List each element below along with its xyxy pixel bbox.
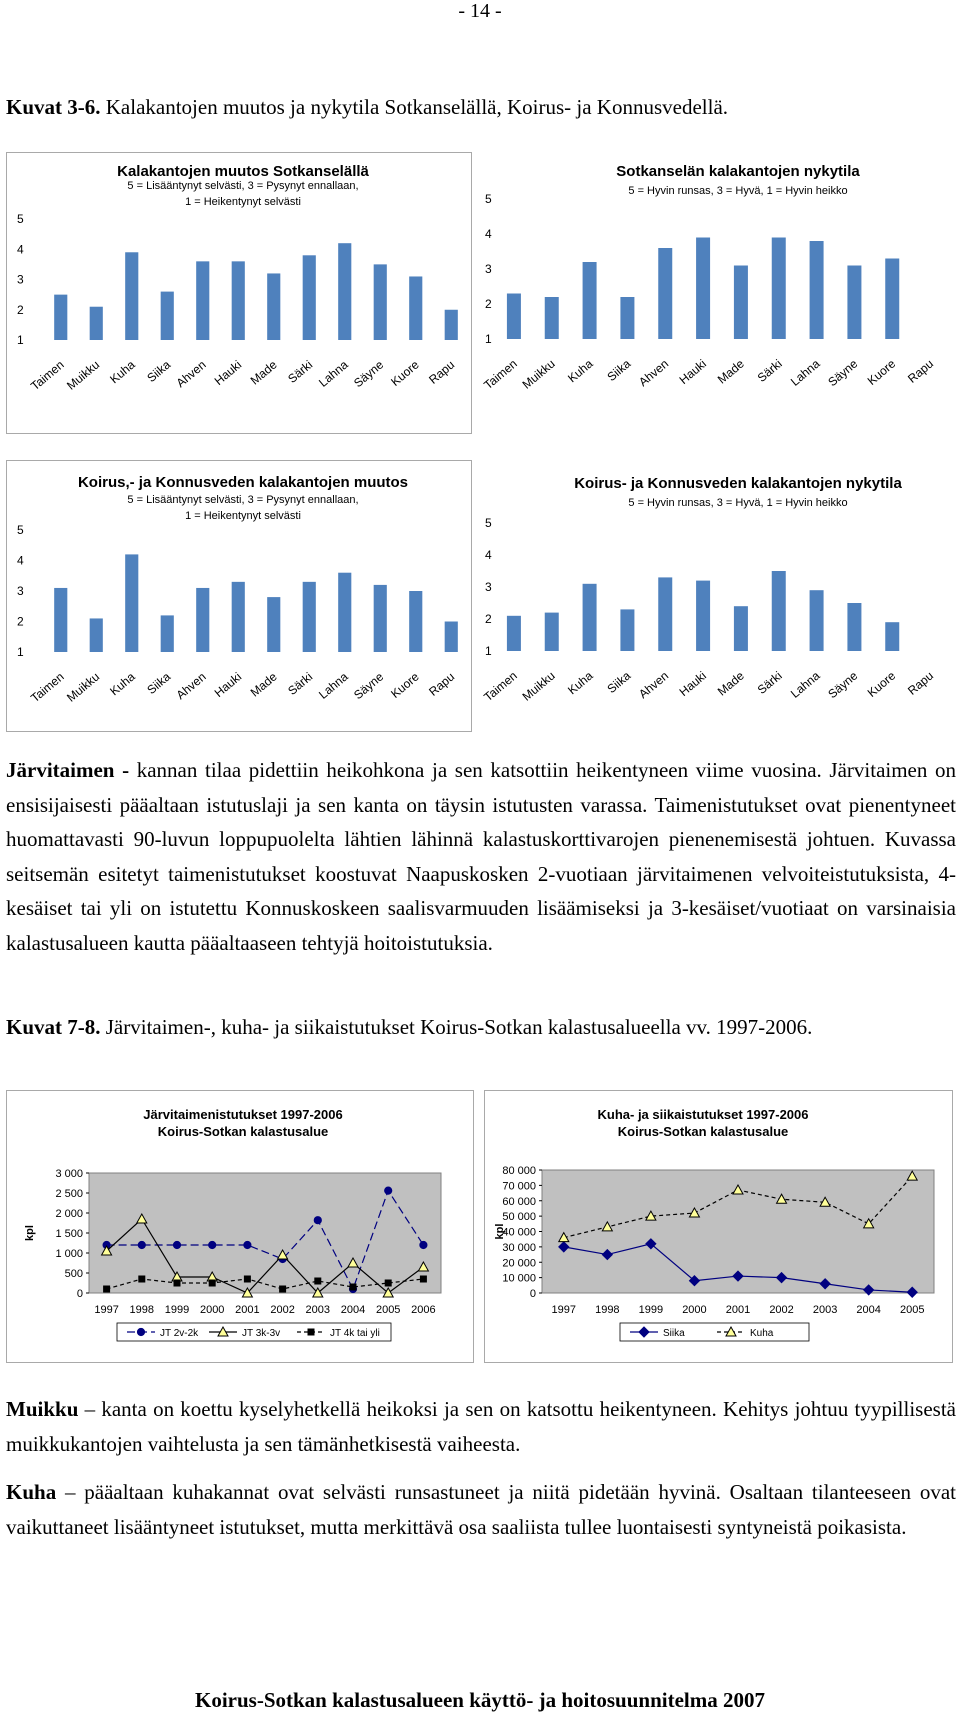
chart-title: Koirus-Sotkan kalastusalue: [157, 1124, 329, 1139]
bar-siika: [620, 297, 634, 339]
bar-ahven: [196, 588, 209, 652]
x-tick-label: Hauki: [211, 357, 245, 389]
x-tick-label: 2005: [899, 1304, 925, 1316]
bar-taimen: [54, 295, 67, 340]
data-point: [279, 1286, 286, 1293]
x-tick-label: Särki: [285, 669, 316, 698]
bar-hauki: [696, 238, 710, 340]
bar-kuore: [885, 622, 899, 651]
x-tick-label: Taimen: [483, 668, 520, 705]
bar-särki: [303, 255, 316, 340]
bar-siika: [161, 292, 174, 340]
x-tick-label: Ahven: [636, 668, 672, 702]
x-tick-label: Säyne: [825, 668, 861, 702]
x-tick-label: 2005: [375, 1304, 401, 1316]
bar-ahven: [658, 248, 672, 339]
x-tick-label: 1999: [164, 1304, 190, 1316]
y-tick-label: 1: [17, 645, 24, 659]
chart-title: Järvitaimenistutukset 1997-2006: [143, 1107, 343, 1122]
chart-title: Koirus,- ja Konnusveden kalakantojen muutos: [77, 474, 409, 491]
y-tick-label: 5: [17, 212, 24, 226]
x-tick-label: Kuha: [107, 357, 138, 387]
data-point: [244, 1241, 251, 1248]
data-point: [350, 1284, 357, 1291]
x-tick-label: Säyne: [351, 669, 387, 703]
y-tick-label: 2: [485, 297, 492, 311]
y-tick-label: 2 500: [55, 1188, 83, 1200]
y-tick-label: 40 000: [502, 1226, 536, 1239]
x-tick-label: Kuore: [864, 668, 899, 700]
chart-kuha-siikaistutukset: [484, 1090, 953, 1363]
legend-label: JT 2v-2k: [160, 1328, 199, 1339]
chart-jarvitaimenistutukset: [6, 1090, 474, 1363]
x-tick-label: 2002: [769, 1304, 794, 1316]
data-point: [420, 1276, 427, 1283]
x-tick-label: Lahna: [787, 356, 823, 389]
paragraph-kuha-heading: Kuha: [6, 1480, 57, 1504]
figure-caption-3-6: [6, 92, 956, 122]
y-tick-label: 3 000: [55, 1168, 83, 1180]
y-tick-label: 1: [17, 333, 24, 347]
x-tick-label: Rapu: [426, 357, 458, 387]
x-tick-label: 2000: [682, 1304, 707, 1316]
x-tick-label: Säyne: [351, 357, 387, 391]
bar-lahna: [810, 241, 824, 339]
x-tick-label: Siika: [604, 356, 634, 385]
bar-made: [267, 597, 280, 652]
y-tick-label: 3: [485, 262, 492, 276]
chart-title: Koirus-Sotkan kalastusalue: [617, 1124, 789, 1139]
paragraph-muikku-heading: Muikku: [6, 1397, 79, 1421]
bar-kuore: [885, 259, 899, 340]
y-tick-label: 4: [17, 553, 24, 568]
bar-chart-sotkanselka-muutos-svg: [7, 153, 471, 433]
bar-rapu: [445, 310, 458, 340]
x-tick-label: Särki: [754, 668, 785, 697]
y-tick-label: 3: [485, 580, 492, 594]
page-footer: Koirus-Sotkan kalastusalueen käyttö- ja hoitosuunnitelma 2007: [194, 1688, 765, 1712]
y-tick-label: 2 000: [55, 1208, 83, 1220]
x-tick-label: Kuore: [388, 669, 422, 701]
chart-koirus-muutos: [6, 460, 472, 732]
x-tick-label: 2006: [411, 1304, 436, 1316]
y-tick-label: 5: [485, 516, 492, 530]
bar-made: [734, 606, 748, 651]
x-tick-label: Rapu: [905, 356, 937, 386]
bar-hauki: [232, 582, 245, 652]
x-tick-label: 2002: [270, 1304, 295, 1316]
bar-muikku: [545, 297, 559, 339]
x-tick-label: Kuha: [565, 356, 596, 386]
paragraph-jarvitaimen-heading: Järvitaimen -: [6, 758, 137, 782]
bar-särki: [303, 582, 316, 652]
y-tick-label: 80 000: [502, 1165, 536, 1177]
data-point: [209, 1280, 216, 1287]
x-tick-label: Rapu: [426, 669, 458, 699]
paragraph-kuha: [6, 1475, 956, 1544]
chart-title: Kalakantojen muutos Sotkanselällä: [117, 163, 369, 180]
x-tick-label: Siika: [144, 669, 174, 698]
x-tick-label: 2003: [812, 1304, 838, 1316]
bar-taimen: [54, 588, 67, 652]
x-tick-label: 1998: [595, 1304, 620, 1316]
bar-muikku: [90, 307, 103, 340]
y-axis-label: kpl: [494, 1223, 506, 1240]
bar-kuha: [583, 262, 597, 339]
y-tick-label: 50 000: [502, 1211, 536, 1224]
legend-label: JT 3k-3v: [242, 1328, 281, 1339]
y-tick-label: 4: [17, 242, 24, 257]
y-tick-label: 10 000: [502, 1272, 536, 1285]
bar-säyne: [374, 585, 387, 652]
bar-chart-koirus-nykytila-svg: [483, 460, 953, 732]
paragraph-muikku-text: – kanta on koettu kyselyhetkellä heikoksi ja sen on katsottu heikentyneen. Kehitys johtuu tyypillisestä muikkukantojen vaihtelusta ja sen tämänhetkisestä vaiheesta.: [6, 1397, 956, 1456]
bar-muikku: [90, 618, 103, 652]
data-point: [314, 1217, 321, 1224]
bar-chart-koirus-muutos-svg: [7, 461, 471, 731]
data-point: [385, 1187, 392, 1194]
x-tick-label: Kuha: [565, 668, 596, 698]
page-number: - 14 -: [458, 0, 502, 22]
x-tick-label: 2001: [235, 1304, 260, 1316]
data-point: [138, 1241, 145, 1248]
paragraph-kuha-text: – pääaltaan kuhakannat ovat selvästi runsastuneet ja niitä pidetään hyvinä. Osaltaan tilanteeseen ovat vaikuttaneet lisääntyneet istutukset, mutta merkittävä osa saaliista tullee luontaisesti syntyneistä poikasista.: [6, 1480, 956, 1539]
bar-ahven: [196, 261, 209, 340]
y-tick-label: 20 000: [502, 1257, 536, 1270]
data-point: [209, 1241, 216, 1248]
bar-kuore: [409, 591, 422, 652]
y-tick-label: 500: [64, 1268, 83, 1280]
x-tick-label: 1999: [638, 1304, 664, 1316]
x-tick-label: Hauki: [676, 668, 710, 700]
data-point: [420, 1241, 427, 1248]
chart-koirus-nykytila: [483, 460, 953, 732]
bar-siika: [620, 609, 634, 651]
x-tick-label: Särki: [754, 356, 785, 385]
chart-subtitle: 1 = Heikentynyt selvästi: [185, 196, 301, 208]
caption-text: Kalakantojen muutos ja nykytila Sotkanselällä, Koirus- ja Konnusvedellä.: [100, 95, 729, 119]
y-tick-label: 1 500: [55, 1228, 83, 1240]
x-tick-label: 2000: [199, 1304, 225, 1316]
y-tick-label: 1: [485, 644, 492, 658]
bar-särki: [772, 238, 786, 340]
bar-kuha: [583, 584, 597, 651]
x-tick-label: Made: [714, 356, 747, 387]
caption-text: Järvitaimen-, kuha- ja siikaistutukset Koirus-Sotkan kalastusalueella vv. 1997-2006.: [100, 1015, 813, 1039]
x-tick-label: Taimen: [483, 356, 520, 393]
x-tick-label: Ahven: [173, 669, 209, 703]
y-tick-label: 5: [17, 523, 24, 537]
chart-title: Sotkanselän kalakantojen nykytila: [616, 163, 860, 180]
chart-sotkanselka-nykytila: [483, 152, 953, 434]
chart-subtitle: 5 = Lisääntynyt selvästi, 3 = Pysynyt ennallaan,: [127, 494, 359, 506]
paragraph-muikku: [6, 1392, 956, 1461]
bar-kuha: [125, 554, 138, 652]
x-tick-label: Kuha: [107, 669, 138, 699]
data-point: [174, 1280, 181, 1287]
chart-subtitle: 5 = Hyvin runsas, 3 = Hyvä, 1 = Hyvin heikko: [628, 185, 848, 197]
y-tick-label: 0: [529, 1288, 536, 1300]
data-point: [244, 1276, 251, 1283]
x-tick-label: Made: [247, 357, 280, 388]
x-tick-label: Hauki: [211, 669, 245, 701]
x-tick-label: Siika: [604, 668, 634, 697]
y-tick-label: 0: [76, 1288, 83, 1300]
chart-sotkanselka-muutos: [6, 152, 472, 434]
data-point: [385, 1280, 392, 1287]
y-tick-label: 2: [17, 614, 24, 629]
bar-taimen: [507, 616, 521, 651]
bar-hauki: [232, 261, 245, 340]
y-tick-label: 2: [485, 612, 492, 626]
chart-subtitle: 5 = Hyvin runsas, 3 = Hyvä, 1 = Hyvin heikko: [628, 497, 848, 509]
y-axis-label: kpl: [24, 1225, 36, 1241]
bar-siika: [161, 615, 174, 652]
chart-subtitle: 5 = Lisääntynyt selvästi, 3 = Pysynyt ennallaan,: [127, 180, 359, 192]
y-tick-label: 60 000: [502, 1195, 536, 1208]
bar-ahven: [658, 577, 672, 651]
y-tick-label: 3: [17, 272, 24, 287]
x-tick-label: 2003: [305, 1304, 331, 1316]
y-tick-label: 5: [485, 192, 492, 206]
caption-label: Kuvat 3-6.: [6, 95, 101, 119]
bar-lahna: [338, 243, 351, 340]
bar-chart-sotkanselka-nykytila-svg: [483, 152, 953, 434]
line-chart-kuha-siika-svg: [485, 1091, 952, 1362]
legend-marker: [308, 1329, 315, 1336]
x-tick-label: Muikku: [519, 356, 558, 392]
x-tick-label: 2001: [725, 1304, 751, 1316]
data-point: [103, 1286, 110, 1293]
x-tick-label: Kuore: [864, 356, 899, 388]
y-tick-label: 1 000: [55, 1248, 83, 1260]
x-tick-label: Säyne: [825, 356, 861, 390]
x-tick-label: Kuore: [388, 357, 422, 389]
bar-säyne: [847, 603, 861, 651]
bar-kuore: [409, 276, 422, 340]
y-tick-label: 3: [17, 584, 24, 598]
y-tick-label: 4: [485, 227, 492, 241]
bar-taimen: [507, 294, 521, 340]
x-tick-label: Ahven: [173, 357, 209, 391]
paragraph-jarvitaimen-text: kannan tilaa pidettiin heikohkona ja sen katsottiin heikentyneen viime vuosina. Järvitaimen on ensisijaisesti pääaltaan istutuslaji ja sen kanta on täysin istutusten varassa. Taimenistutukset ovat pienentyneet huomattavasti 90-luvun loppupuolelta lähtien lähinnä kalastuskorttivarojen pienenemisestä johtuen. Kuvassa seitsemän esitetyt taimenistutukset koostuvat Naapuskosken 2-vuotiaan järvitaimenen velvoiteistutuksista, 4-kesäiset tai yli on istutettu Konnuskoskeen saalisvarmuuden lisäämiseksi ja 3-kesäiset/vuotiaat on varsinaisia kalastusalueen kautta pääaltaaseen tehtyjä hoitoistutuksia.: [6, 758, 956, 955]
bar-särki: [772, 571, 786, 651]
caption-label: Kuvat 7-8.: [6, 1015, 101, 1039]
x-tick-label: Lahna: [316, 669, 351, 702]
bar-muikku: [545, 613, 559, 651]
paragraph-jarvitaimen: [6, 753, 956, 960]
bar-kuha: [125, 252, 138, 340]
data-point: [173, 1241, 180, 1248]
figure-caption-7-8: [6, 1010, 956, 1044]
bar-lahna: [338, 573, 351, 652]
bar-säyne: [847, 266, 861, 340]
bar-hauki: [696, 581, 710, 651]
x-tick-label: Made: [714, 668, 747, 699]
bar-rapu: [445, 622, 458, 653]
x-tick-label: Hauki: [676, 356, 710, 388]
y-tick-label: 30 000: [502, 1241, 536, 1254]
x-tick-label: 2004: [340, 1304, 366, 1316]
bar-made: [267, 273, 280, 340]
y-tick-label: 70 000: [502, 1180, 536, 1193]
chart-title: Koirus- ja Konnusveden kalakantojen nykytila: [574, 475, 902, 492]
x-tick-label: Rapu: [905, 668, 937, 698]
bar-lahna: [810, 590, 824, 651]
x-tick-label: Muikku: [519, 668, 558, 704]
data-point: [314, 1278, 321, 1285]
x-tick-label: Taimen: [28, 669, 67, 706]
x-tick-label: 1998: [129, 1304, 155, 1316]
chart-title: Kuha- ja siikaistutukset 1997-2006: [597, 1107, 809, 1122]
legend-label: Siika: [663, 1328, 685, 1339]
chart-subtitle: 1 = Heikentynyt selvästi: [185, 510, 301, 522]
x-tick-label: Muikku: [64, 669, 103, 705]
x-tick-label: Lahna: [787, 668, 823, 701]
legend-marker: [137, 1328, 144, 1335]
x-tick-label: 1997: [94, 1304, 119, 1316]
x-tick-label: Siika: [144, 357, 174, 386]
legend-label: JT 4k tai yli: [330, 1328, 380, 1339]
x-tick-label: Ahven: [636, 356, 672, 390]
y-tick-label: 2: [17, 302, 24, 317]
legend-label: Kuha: [750, 1328, 774, 1339]
line-chart-jarvitaimen-svg: [7, 1091, 473, 1362]
x-tick-label: 1997: [551, 1304, 577, 1316]
x-tick-label: 2004: [856, 1304, 881, 1316]
x-tick-label: Lahna: [316, 357, 351, 390]
x-tick-label: Taimen: [28, 357, 67, 394]
y-tick-label: 4: [485, 548, 492, 562]
bar-säyne: [374, 264, 387, 340]
bar-made: [734, 266, 748, 340]
data-point: [138, 1276, 145, 1283]
x-tick-label: Muikku: [64, 357, 103, 393]
y-tick-label: 1: [485, 332, 492, 346]
x-tick-label: Särki: [285, 357, 316, 386]
x-tick-label: Made: [247, 669, 280, 700]
